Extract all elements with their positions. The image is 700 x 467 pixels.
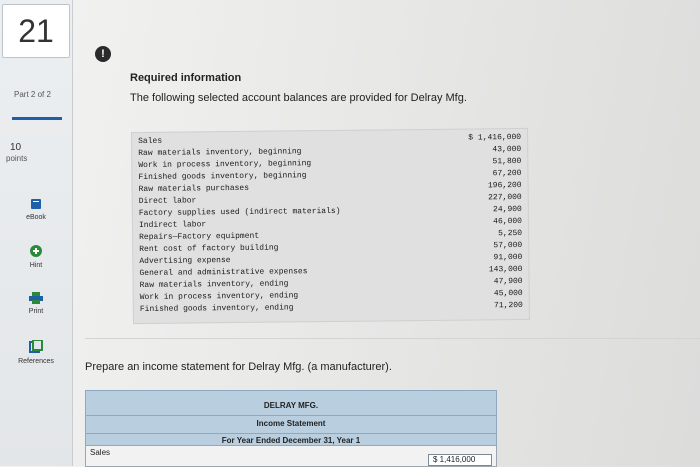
required-info-title: Required information <box>130 72 242 84</box>
account-label: Rent cost of factory building <box>139 243 279 255</box>
table-row <box>139 193 522 205</box>
account-label: Raw materials purchases <box>138 183 250 195</box>
print-label: Print <box>28 308 44 315</box>
table-row <box>139 241 522 253</box>
statement-row-sales <box>85 445 497 467</box>
account-label: Factory supplies used (indirect materials) <box>138 206 341 219</box>
sales-account-select[interactable]: Sales <box>90 448 111 457</box>
account-value: 57,000 <box>493 240 523 251</box>
account-value: 71,200 <box>493 300 523 311</box>
header-divider <box>86 415 496 416</box>
points-value: 10 <box>10 142 22 153</box>
table-row <box>139 181 522 193</box>
account-label: Finished goods inventory, ending <box>139 303 294 315</box>
table-row <box>139 229 522 241</box>
statement-title: Income Statement <box>256 419 326 428</box>
hint-icon <box>29 244 43 258</box>
account-label: Raw materials inventory, beginning <box>138 147 302 159</box>
hint-button[interactable] <box>0 244 72 269</box>
table-row <box>140 277 523 289</box>
table-row <box>139 265 522 277</box>
table-row <box>139 253 522 265</box>
account-label: Advertising expense <box>139 256 231 267</box>
company-name: DELRAY MFG. <box>263 401 319 410</box>
alert-icon: ! <box>95 46 111 62</box>
print-button[interactable] <box>0 292 72 315</box>
account-value: 91,000 <box>493 252 523 263</box>
sidebar <box>0 0 73 466</box>
required-info-text: The following selected account balances are provided for Delray Mfg. <box>130 92 467 104</box>
instruction-text: Prepare an income statement for Delray Mfg. (a manufacturer). <box>85 361 392 373</box>
ebook-button[interactable] <box>0 198 72 221</box>
account-label: Sales <box>138 136 163 147</box>
account-balances-table <box>131 128 530 324</box>
print-icon <box>29 292 43 304</box>
references-button[interactable] <box>0 340 72 365</box>
ebook-label: eBook <box>26 214 46 221</box>
account-value: 45,000 <box>493 288 523 299</box>
account-value: 43,000 <box>492 144 522 155</box>
account-value: 196,200 <box>487 180 522 191</box>
account-label: Direct labor <box>138 196 197 207</box>
book-icon <box>30 198 42 210</box>
account-label: Work in process inventory, ending <box>139 291 299 303</box>
account-label: Repairs—Factory equipment <box>139 231 260 243</box>
account-label: General and administrative expenses <box>139 267 308 279</box>
account-value: 5,250 <box>498 228 523 239</box>
account-value: $ 1,416,000 <box>468 132 522 143</box>
table-row <box>139 205 522 217</box>
account-value: 67,200 <box>492 168 522 179</box>
header-divider <box>86 433 496 434</box>
table-row <box>138 169 521 181</box>
question-number: 21 <box>2 4 70 58</box>
sales-amount-input[interactable]: $ 1,416,000 <box>428 454 492 466</box>
account-value: 24,900 <box>492 204 522 215</box>
statement-period: For Year Ended December 31, Year 1 <box>221 436 361 445</box>
table-row <box>139 217 522 229</box>
points-label: points <box>6 154 28 163</box>
account-label: Work in process inventory, beginning <box>138 159 312 171</box>
table-row <box>138 133 521 145</box>
table-row <box>140 289 523 301</box>
section-divider <box>85 338 700 339</box>
table-row <box>138 145 521 157</box>
account-value: 46,000 <box>493 216 523 227</box>
table-row <box>140 301 523 313</box>
references-icon <box>29 340 43 354</box>
account-value: 143,000 <box>488 264 523 275</box>
references-label: References <box>18 358 54 365</box>
part-indicator: Part 2 of 2 <box>14 90 51 99</box>
account-value: 47,900 <box>493 276 523 287</box>
table-row <box>138 157 521 169</box>
account-value: 227,000 <box>488 192 522 203</box>
statement-header <box>85 390 497 446</box>
part-progress-bar <box>12 117 62 120</box>
account-label: Finished goods inventory, beginning <box>138 171 307 183</box>
income-statement <box>85 390 497 466</box>
hint-label: Hint <box>29 262 43 269</box>
account-value: 51,800 <box>492 156 522 167</box>
account-label: Raw materials inventory, ending <box>139 279 289 291</box>
account-label: Indirect labor <box>138 220 207 231</box>
